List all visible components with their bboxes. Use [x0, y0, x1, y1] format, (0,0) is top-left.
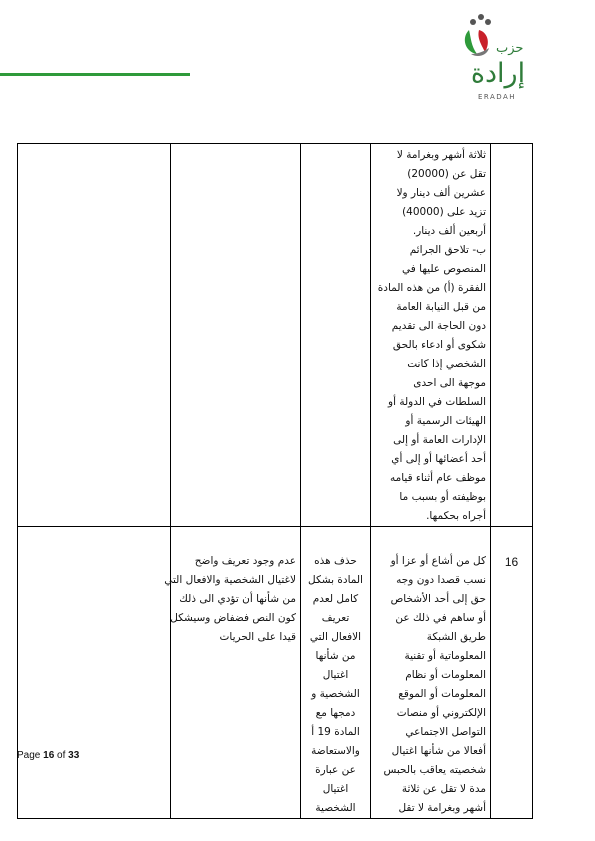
text-line: ب- تلاحق الجرائم	[409, 244, 486, 256]
article-text-cell	[371, 527, 491, 819]
text-line: والاستعاضة	[311, 745, 360, 757]
text-line: دون الحاجة الى تقديم	[391, 320, 486, 332]
text-line: أربعين ألف دينار.	[412, 225, 486, 237]
article-text	[371, 527, 490, 818]
text-line: أفعالا من شأنها اغتيال	[391, 745, 486, 757]
text-line: حق إلى أحد الأشخاص	[390, 593, 486, 605]
text-line: موجهة الى احدى	[413, 377, 486, 389]
text-line: موظف عام أثناء قيامه	[389, 472, 486, 484]
text-line: كون النص فضفاض وسيشكل	[170, 612, 296, 624]
text-line: تزيد على (40000)	[402, 206, 486, 218]
text-line: تقل عن (20000)	[407, 168, 486, 180]
amendments-table	[17, 143, 533, 819]
reason-cell	[164, 527, 301, 819]
article-text-cell	[371, 144, 491, 527]
text-line: تعريف	[321, 612, 350, 624]
header-green-rule	[0, 73, 190, 76]
text-line: شكوى أو ادعاء بالحق	[392, 339, 486, 351]
reason-cell	[171, 144, 301, 527]
text-line: الإلكتروني أو منصات	[396, 707, 486, 719]
text-line: من شأنها أن تؤدي الى ذلك	[179, 593, 296, 605]
text-line: المعلومات أو الموقع	[398, 688, 486, 700]
text-line: الهيئات الرسمية أو	[405, 415, 486, 427]
text-line: اغتيال	[322, 669, 349, 681]
text-line: الإدارات العامة أو إلى	[393, 434, 486, 446]
text-line: أشهر وبغرامة لا تقل	[398, 802, 486, 814]
text-line: عدم وجود تعريف واضح	[194, 555, 296, 567]
text-line: شخصيته يعاقب بالحبس	[383, 764, 486, 776]
article-number-cell	[491, 527, 533, 819]
text-line: نسب قصدا دون وجه	[396, 574, 486, 586]
page-number-footer	[17, 750, 79, 761]
text-line: لاغتيال الشخصية والافعال التي	[164, 574, 296, 586]
text-line: ثلاثة أشهر وبغرامة لا	[396, 149, 486, 161]
article-number	[491, 144, 532, 172]
proposal-cell	[301, 527, 371, 819]
text-line: الشخصي إذا كانت	[407, 358, 486, 370]
table-row	[18, 527, 533, 819]
proposal-text	[301, 527, 370, 818]
page-word: Page	[17, 750, 41, 761]
text-line: أجراه بحكمها.	[426, 510, 486, 522]
article-number: 16	[504, 555, 519, 569]
text-line: عن عبارة	[315, 764, 356, 776]
of-word: of	[57, 750, 66, 761]
text-line: طريق الشبكة	[426, 631, 486, 643]
text-line: المعلوماتية أو تقنية	[404, 650, 486, 662]
text-line: مدة لا تقل عن ثلاثة	[401, 783, 486, 795]
text-line: المادة بشكل	[308, 574, 363, 586]
proposal-cell	[301, 144, 371, 527]
reason-text	[164, 527, 300, 647]
text-line: أو ساهم في ذلك عن	[395, 612, 486, 624]
text-line: الشخصية	[315, 802, 356, 814]
article-number-cell	[491, 144, 533, 527]
text-line: كامل لعدم	[312, 593, 359, 605]
text-line: حذف هذه	[314, 555, 357, 567]
text-line: الفقرة (أ) من هذه المادة	[377, 282, 486, 294]
text-line: أحد أعضائها أو إلى أي	[391, 453, 486, 465]
text-line: قيدا على الحريات	[219, 631, 296, 643]
table-row	[18, 144, 533, 527]
text-line: السلطات في الدولة أو	[388, 396, 486, 408]
text-line: من شأنها	[315, 650, 356, 662]
total-pages: 33	[68, 750, 80, 761]
text-line: بوظيفته أو بسبب ما	[399, 491, 486, 503]
text-line: دمجها مع	[315, 707, 356, 719]
article-text	[371, 144, 490, 526]
text-line: المعلومات أو نظام	[405, 669, 486, 681]
text-line: كل من أشاع أو عزا أو	[390, 555, 486, 567]
text-line: الشخصية و	[311, 688, 360, 700]
text-line: الافعال التي	[309, 631, 362, 643]
text-line: التواصل الاجتماعي	[405, 726, 486, 738]
text-line: المادة 19 أ	[311, 726, 360, 738]
text-line: عشرين ألف دينار ولا	[396, 187, 486, 199]
text-line: من قبل النيابة العامة	[396, 301, 486, 313]
logo-latin-name: ERADAH	[477, 93, 517, 101]
logo-party-word: حزب	[496, 41, 524, 56]
empty-cell	[18, 144, 171, 527]
text-line: المنصوص عليها في	[402, 263, 486, 275]
logo-party-name: إرادة	[470, 58, 526, 89]
empty-cell	[18, 527, 171, 819]
current-page: 16	[43, 750, 55, 761]
text-line: اغتيال	[322, 783, 349, 795]
